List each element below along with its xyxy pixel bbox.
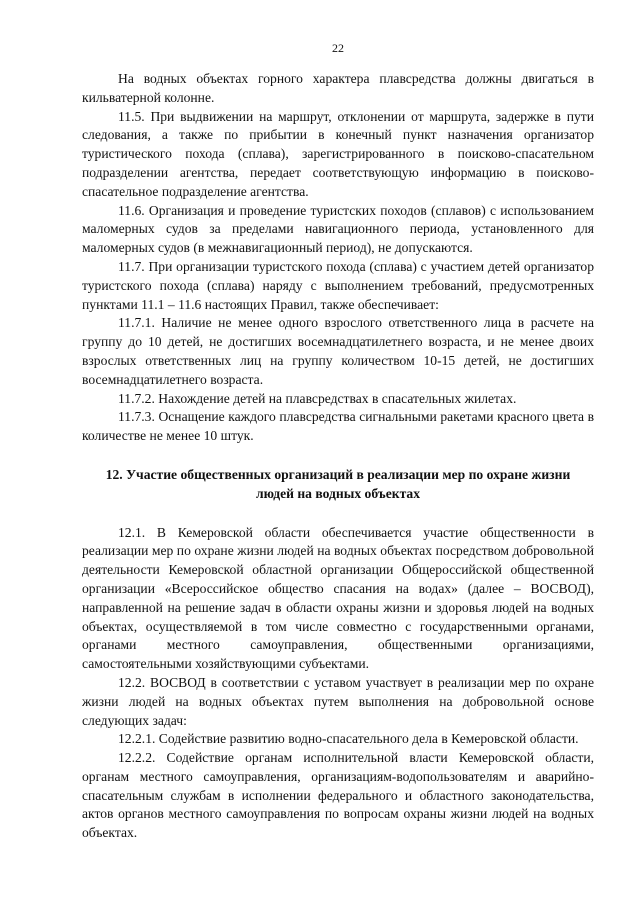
paragraph-12-2-2: 12.2.2. Содействие органам исполнительной власти Кемеровской области, органам местного самоуправления, организациям-водопользователям и аварийно-спасательным службам в исполнении федерального и областного законодательства, актов органов местного самоуправления по вопросам охраны жизни людей на водных объектах. — [82, 750, 594, 841]
paragraph-11-7-1: 11.7.1. Наличие не менее одного взрослого ответственного лица в расчете на группу до 10 детей, не достигших восемнадцатилетнего возраста, и не менее двоих взрослых ответственных лиц на группу количеством 10-15 детей, не достигших восемнадцатилетнего возраста. — [82, 315, 594, 387]
page-number: 22 — [332, 41, 344, 55]
paragraph-11-7: 11.7. При организации туристского похода (сплава) с участием детей организатор туристского похода (сплава) наряду с выполнением требований, предусмотренных пунктами 11.1 – 11.6 настоящих Правил, также обеспечивает: — [82, 258, 594, 312]
paragraph-11-6: 11.6. Организация и проведение туристских походов (сплавов) с использованием маломерных судов за пределами навигационного периода, установленного для маломерных судов (в межнавигационный период), не допускаются. — [82, 202, 594, 256]
paragraph-12-2: 12.2. ВОСВОД в соответствии с уставом участвует в реализации мер по охране жизни людей на водных объектах путем выполнения на добровольной основе следующих задач: — [82, 674, 594, 728]
document-body — [82, 70, 594, 843]
paragraph-12-1: 12.1. В Кемеровской области обеспечивается участие общественности в реализации мер по охране жизни людей на водных объектах посредством добровольной деятельности Кемеровской областной организации Общероссийской общественной организации «Всероссийское общество спасания на водах» (далее – ВОСВОД), направленной на решение задач в области охраны жизни и здоровья людей на водных объектах, осуществляемой в том числе совместно с государственными органами, органами местного самоуправления, общественными организациями, самостоятельными хозяйствующими субъектами. — [82, 524, 594, 672]
paragraph-11-7-3: 11.7.3. Оснащение каждого плавсредства сигнальными ракетами красного цвета в количестве не менее 10 штук. — [82, 409, 594, 444]
paragraph-11-5: 11.5. При выдвижении на маршрут, отклонении от маршрута, задержке в пути следования, а также по прибытии в конечный пункт назначения организатор туристического похода (сплава), зарегистрированного в поисково-спасательном подразделении агентства, передает соответствующую информацию в поисково-спасательное подразделение агентства. — [82, 108, 594, 199]
paragraph-12-2-1: 12.2.1. Содействие развитию водно-спасательного дела в Кемеровской области. — [118, 731, 579, 747]
paragraph-11-7-2: 11.7.2. Нахождение детей на плавсредствах в спасательных жилетах. — [118, 390, 517, 406]
section-heading-12: 12. Участие общественных организаций в реализации мер по охране жизни людей на водных объектах — [105, 466, 571, 501]
paragraph-water-column: На водных объектах горного характера плавсредства должны двигаться в кильватерной колонне. — [82, 71, 594, 105]
